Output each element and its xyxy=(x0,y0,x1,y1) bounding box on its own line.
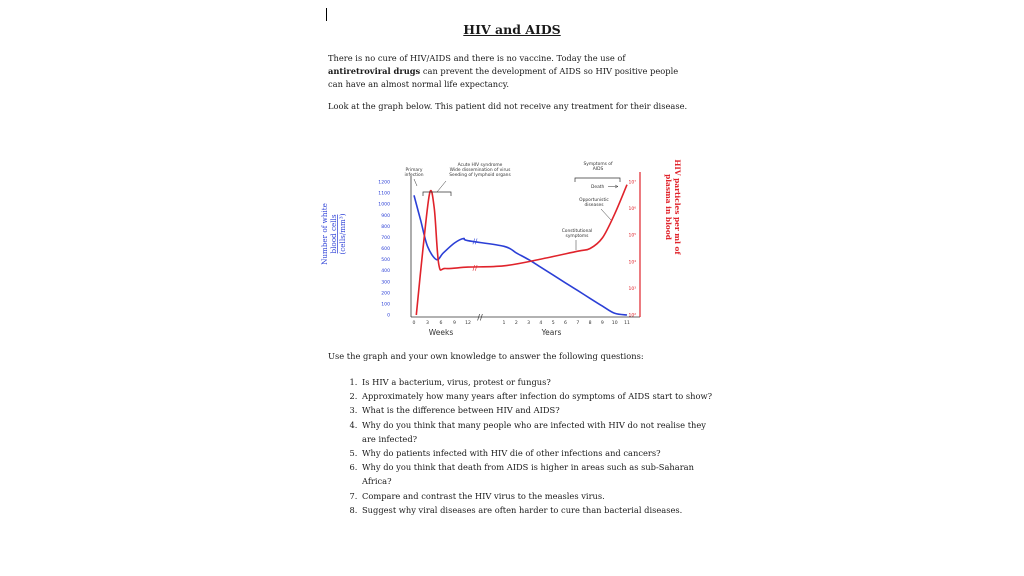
question-item: 3. What is the difference between HIV and AIDS? xyxy=(360,403,720,417)
x-label-weeks: Weeks xyxy=(428,328,454,337)
intro-bold-term: antiretroviral drugs xyxy=(328,66,421,76)
y-right-tick-label: 10⁶ xyxy=(628,207,636,213)
annotation-opportunistic-pointer xyxy=(601,209,611,220)
annotation-primary-infection: infection xyxy=(404,173,424,178)
annotation-constitutional-symptoms: symptoms xyxy=(565,234,589,239)
annotation-acute-hiv: Wide dissemination of virus xyxy=(449,168,511,173)
x-years-tick-label: 10 xyxy=(611,321,618,326)
annotation-constitutional-symptoms: Constitutional xyxy=(561,229,593,234)
question-item: 7. Compare and contrast the HIV virus to the measles virus. xyxy=(360,489,720,503)
x-years-tick-label: 6 xyxy=(564,321,567,326)
x-axis-break-mark: // xyxy=(477,313,483,322)
x-years-tick-label: 2 xyxy=(514,321,518,326)
y-right-axis-label: HIV particles per ml of xyxy=(673,159,682,255)
x-years-tick-label: 5 xyxy=(551,321,555,326)
hiv-chart xyxy=(318,152,690,344)
series-line-white-blood-cells xyxy=(414,195,627,315)
y-left-tick-label: 800 xyxy=(381,224,390,230)
x-years-tick-label: 7 xyxy=(576,321,580,326)
x-years-tick-label: 3 xyxy=(527,321,531,326)
graph-intro-paragraph: Look at the graph below. This patient did not receive any treatment for their disease. xyxy=(328,101,688,111)
annotation-opportunistic-diseases: Opportunistic xyxy=(579,198,609,203)
annotation-acute-hiv: Seeding of lymphoid organs xyxy=(449,173,511,178)
annotation-opportunistic-diseases: diseases xyxy=(584,203,604,208)
annotation-death-arrow xyxy=(608,185,618,188)
x-years-tick-label: 1 xyxy=(502,321,506,326)
x-weeks-tick-label: 6 xyxy=(439,321,443,326)
y-right-tick-label: 10² xyxy=(628,313,636,319)
y-left-tick-label: 300 xyxy=(381,280,390,286)
text-cursor xyxy=(326,8,327,21)
y-left-tick-label: 900 xyxy=(381,213,390,219)
question-item: 6. Why do you think that death from AIDS is higher in areas such as sub-Saharan Africa? xyxy=(360,460,720,488)
annotation-symptoms-of-aids: Symptoms of xyxy=(583,162,613,167)
question-item: 5. Why do patients infected with HIV die of other infections and cancers? xyxy=(360,446,720,460)
y-left-tick-label: 500 xyxy=(381,258,390,264)
y-right-tick-label: 10³ xyxy=(628,286,636,292)
annotation-acute-pointer xyxy=(437,181,446,192)
annotation-primary-pointer xyxy=(414,179,417,186)
annotation-primary-infection: Primary xyxy=(405,168,423,173)
annotation-symptoms-of-aids: AIDS xyxy=(592,167,604,172)
x-weeks-tick-label: 0 xyxy=(412,321,416,326)
acute-bracket xyxy=(423,192,451,196)
question-item: 2. Approximately how many years after infection do symptoms of AIDS start to show? xyxy=(360,389,720,403)
hiv-chart-svg xyxy=(318,152,690,344)
annotation-acute-hiv: Acute HIV syndrome xyxy=(457,163,503,168)
y-left-tick-label: 700 xyxy=(381,235,390,241)
x-years-tick-label: 8 xyxy=(588,321,592,326)
x-weeks-tick-label: 3 xyxy=(426,321,429,326)
x-years-tick-label: 4 xyxy=(539,321,543,326)
question-item: 4. Why do you think that many people who are infected with HIV do not realise they are infected? xyxy=(360,418,720,446)
x-weeks-tick-label: 12 xyxy=(465,321,471,326)
intro-text-end: can prevent the development of AIDS so HIV positive people can have an almost normal life expectancy. xyxy=(328,66,679,89)
y-left-axis-label: (cells/mm³) xyxy=(338,213,347,255)
y-left-tick-label: 1100 xyxy=(378,191,390,197)
y-left-tick-label: 400 xyxy=(381,269,390,275)
question-item: 1. Is HIV a bacterium, virus, protest or fungus? xyxy=(360,375,720,389)
y-left-tick-label: 200 xyxy=(381,291,390,297)
y-left-axis-label: blood cells xyxy=(329,214,338,254)
y-left-tick-label: 1200 xyxy=(378,180,390,186)
x-weeks-tick-label: 9 xyxy=(453,321,456,326)
y-right-tick-label: 10⁷ xyxy=(628,180,636,186)
annotation-death: Death xyxy=(591,185,605,190)
document-title: HIV and AIDS xyxy=(463,22,561,37)
symptoms-bracket xyxy=(575,178,620,182)
question-item: 8. Suggest why viral diseases are often harder to cure than bacterial diseases. xyxy=(360,503,720,517)
y-left-tick-label: 1000 xyxy=(378,202,390,208)
y-right-tick-label: 10⁵ xyxy=(628,233,636,239)
blue-line-break-mark: // xyxy=(472,237,478,246)
intro-text-start: There is no cure of HIV/AIDS and there is no vaccine. Today the use of xyxy=(328,53,626,63)
question-list xyxy=(343,375,720,517)
y-left-axis-label: Number of white xyxy=(320,203,329,265)
intro-paragraph xyxy=(328,52,688,91)
red-line-break-mark: // xyxy=(472,264,478,273)
y-right-axis-label: plasma in blood xyxy=(664,174,673,240)
y-left-tick-label: 600 xyxy=(381,247,390,252)
x-label-years: Years xyxy=(541,328,562,337)
instructions-paragraph: Use the graph and your own knowledge to answer the following questions: xyxy=(328,351,644,361)
y-left-tick-label: 0 xyxy=(387,313,390,319)
x-years-tick-label: 9 xyxy=(600,321,604,326)
y-left-tick-label: 100 xyxy=(381,302,390,308)
y-right-tick-label: 10⁴ xyxy=(628,260,636,266)
x-years-tick-label: 11 xyxy=(624,321,630,326)
